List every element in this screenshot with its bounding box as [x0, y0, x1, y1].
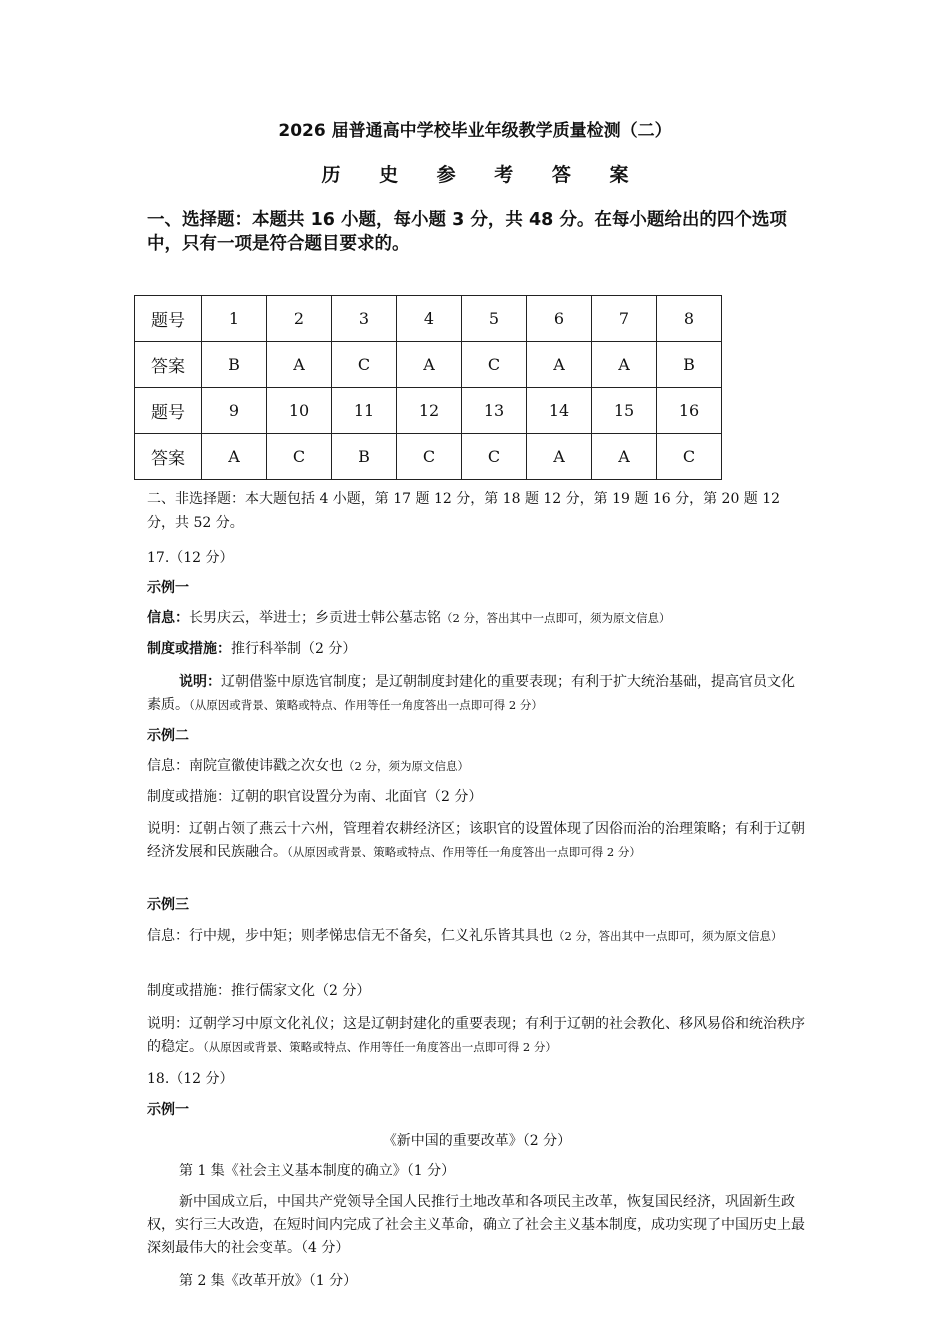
table-cell: 题号: [135, 296, 202, 342]
info-text: 长男庆云，举进士；乡贡进士韩公墓志铭: [189, 610, 441, 626]
table-cell: C: [462, 342, 527, 388]
table-cell: 3: [332, 296, 397, 342]
measure-label: 制度或措施：: [147, 641, 231, 657]
q18-episode-1-title: 第 1 集《社会主义基本制度的确立》（1 分）: [179, 1163, 456, 1179]
table-cell: 12: [397, 388, 462, 434]
table-cell: B: [657, 342, 722, 388]
table-cell: C: [657, 434, 722, 480]
table-cell: 6: [527, 296, 592, 342]
section-2-heading: 二、非选择题：本大题包括 4 小题，第 17 题 12 分，第 18 题 12 分，第 19 题 16 分，第 20 题 12 分，共 52 分。: [147, 491, 781, 531]
info-note: （2 分，答出其中一点即可，须为原文信息）: [441, 611, 671, 625]
explain-text: 辽朝借鉴中原选官制度；是辽朝制度封建化的重要表现；有利于扩大统治基础，提高官员文化素质。: [147, 674, 795, 713]
q17-example-1-title: 示例一: [147, 580, 189, 596]
table-cell: 14: [527, 388, 592, 434]
q17-ex3-info: [147, 926, 807, 947]
info-label: 信息：: [147, 610, 189, 626]
table-cell: 8: [657, 296, 722, 342]
table-cell: 16: [657, 388, 722, 434]
table-cell: B: [202, 342, 267, 388]
explain-label: 说明：: [179, 674, 221, 690]
q17-ex2-explain: [147, 818, 807, 864]
table-cell: A: [397, 342, 462, 388]
q18-episode-2-title: 第 2 集《改革开放》（1 分）: [179, 1273, 358, 1289]
table-row: [135, 342, 722, 388]
explain-text: 说明：辽朝占领了燕云十六州，管理着农耕经济区；该职官的设置体现了因俗而治的治理策略；有利于辽朝经济发展和民族融合。: [147, 821, 805, 860]
table-row: [135, 296, 722, 342]
table-cell: 题号: [135, 388, 202, 434]
table-cell: A: [267, 342, 332, 388]
q17-ex2-info: [147, 755, 807, 778]
q17-ex1-explain: [147, 671, 807, 717]
table-cell: 1: [202, 296, 267, 342]
table-cell: A: [592, 342, 657, 388]
table-row: [135, 388, 722, 434]
explain-text: 说明：辽朝学习中原文化礼仪；这是辽朝封建化的重要表现；有利于辽朝的社会教化、移风易俗和统治秩序的稳定。: [147, 1016, 805, 1055]
info-note: （2 分，答出其中一点即可，须为原文信息）: [553, 929, 783, 943]
q18-label: 18.（12 分）: [147, 1071, 234, 1087]
q18-documentary-title: 《新中国的重要改革》（2 分）: [382, 1133, 572, 1149]
table-cell: C: [267, 434, 332, 480]
table-cell: 4: [397, 296, 462, 342]
q18-example-1-title: 示例一: [147, 1102, 189, 1118]
answer-table: [134, 295, 722, 480]
table-cell: C: [332, 342, 397, 388]
table-cell: A: [527, 434, 592, 480]
explain-note: （从原因或背景、策略或特点、作用等任一角度答出一点即可得 2 分）: [189, 698, 543, 712]
table-cell: B: [332, 434, 397, 480]
explain-note: （从原因或背景、策略或特点、作用等任一角度答出一点即可得 2 分）: [203, 1040, 557, 1054]
info-text: 信息：南院宣徽使讳戳之次女也: [147, 758, 343, 774]
answer-key-title: 历 史 参 考 答 案: [321, 164, 645, 186]
table-cell: 7: [592, 296, 657, 342]
table-cell: A: [527, 342, 592, 388]
q18-episode-1-text: 新中国成立后，中国共产党领导全国人民推行土地改革和各项民主改革，恢复国民经济，巩固新生政权，实行三大改造，在短时间内完成了社会主义革命，确立了社会主义基本制度，成功实现了中国历史上最深刻最伟大的社会变革。（4 分）: [147, 1194, 805, 1256]
q17-ex3-explain: [147, 1013, 807, 1059]
table-cell: 15: [592, 388, 657, 434]
measure-text: 推行科举制（2 分）: [231, 641, 357, 657]
table-cell: C: [397, 434, 462, 480]
table-cell: 答案: [135, 434, 202, 480]
table-cell: A: [592, 434, 657, 480]
q17-label: 17.（12 分）: [147, 550, 234, 566]
table-cell: C: [462, 434, 527, 480]
table-cell: A: [202, 434, 267, 480]
q17-example-2-title: 示例二: [147, 728, 189, 744]
table-cell: 11: [332, 388, 397, 434]
table-cell: 10: [267, 388, 332, 434]
table-cell: 2: [267, 296, 332, 342]
q17-ex1-measure: [147, 638, 807, 661]
info-text: 信息：行中规，步中矩；则孝悌忠信无不备矣，仁义礼乐皆其具也: [147, 928, 553, 944]
q17-ex2-measure: 制度或措施：辽朝的职官设置分为南、北面官（2 分）: [147, 789, 483, 805]
section-1-heading: 一、选择题：本题共 16 小题，每小题 3 分，共 48 分。在每小题给出的四个选项中，只有一项是符合题目要求的。: [147, 210, 787, 254]
q17-ex1-info: [147, 607, 807, 630]
q17-ex3-measure: 制度或措施：推行儒家文化（2 分）: [147, 983, 371, 999]
table-cell: 答案: [135, 342, 202, 388]
q17-example-3-title: 示例三: [147, 897, 189, 913]
table-cell: 9: [202, 388, 267, 434]
table-row: [135, 434, 722, 480]
table-cell: 13: [462, 388, 527, 434]
info-note: （2 分，须为原文信息）: [343, 759, 469, 773]
table-cell: 5: [462, 296, 527, 342]
exam-title: 2026 届普通高中学校毕业年级教学质量检测（二）: [278, 121, 672, 141]
explain-note: （从原因或背景、策略或特点、作用等任一角度答出一点即可得 2 分）: [287, 845, 641, 859]
